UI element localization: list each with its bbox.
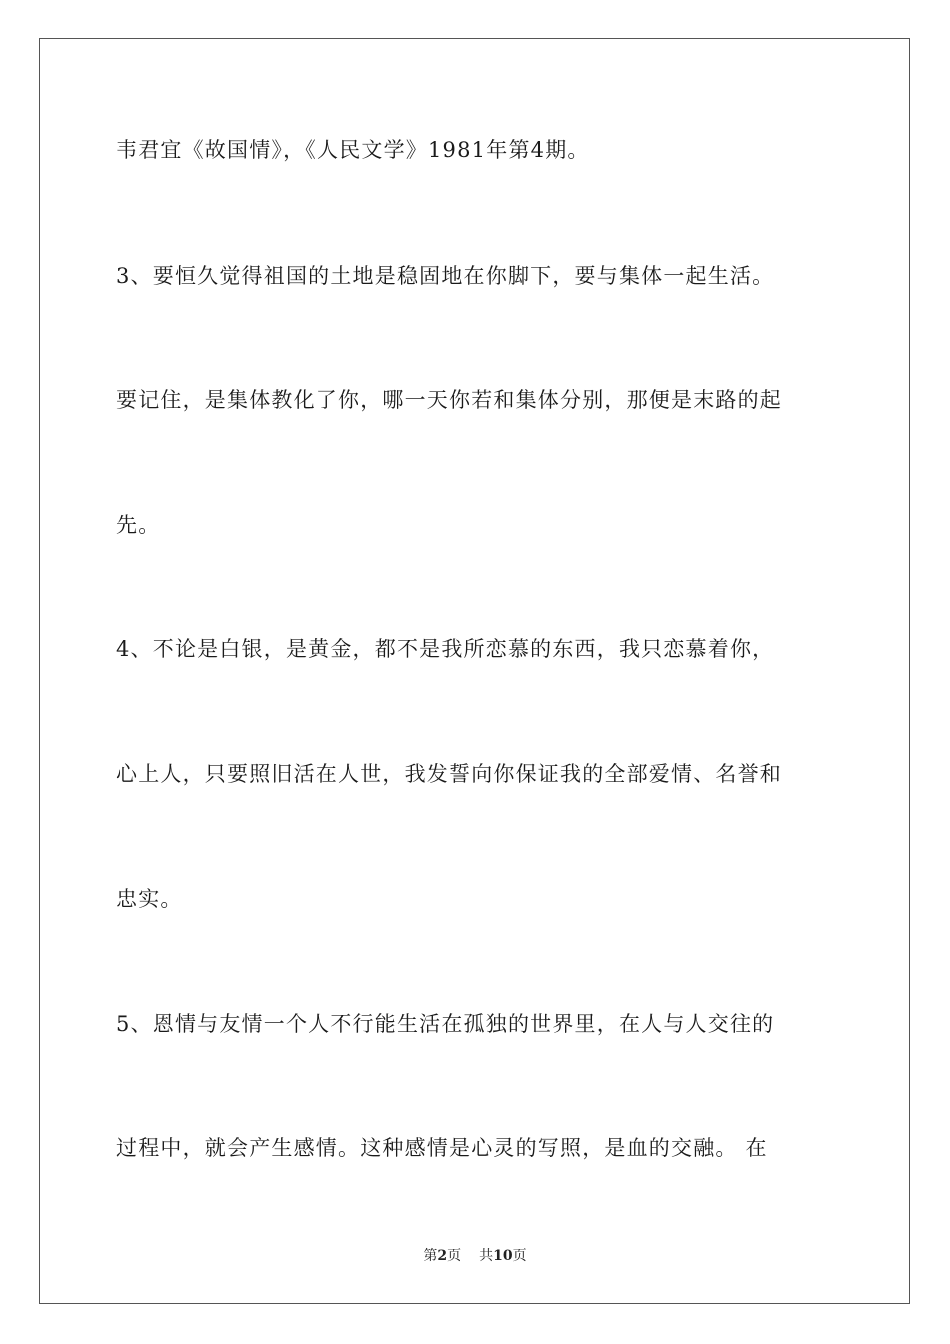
footer-current-page: 2 <box>437 1248 448 1264</box>
footer-total-prefix: 共 <box>479 1248 494 1264</box>
footer-page-word: 页 <box>447 1248 462 1264</box>
page-frame <box>39 38 910 1304</box>
text-line-3: 要记住，是集体教化了你，哪一天你若和集体分别，那便是末路的起 <box>116 388 782 412</box>
text-line-6: 心上人，只要照旧活在人世，我发誓向你保证我的全部爱情、名誉和 <box>116 762 782 786</box>
page-footer <box>0 1247 950 1265</box>
text-line-5: 4、不论是白银，是黄金，都不是我所恋慕的东西，我只恋慕着你， <box>116 637 775 661</box>
text-line-1: 韦君宜《故国情》，《人民文学》1981年第4期。 <box>116 138 590 162</box>
text-line-7: 忠实。 <box>116 887 183 911</box>
footer-total-suffix: 页 <box>512 1248 527 1264</box>
text-line-9: 过程中，就会产生感情。这种感情是心灵的写照，是血的交融。 在 <box>116 1136 768 1160</box>
footer-prefix: 第 <box>423 1248 438 1264</box>
footer-total-pages: 10 <box>493 1248 513 1264</box>
text-line-4: 先。 <box>116 513 161 537</box>
text-line-8: 5、恩情与友情一个人不行能生活在孤独的世界里，在人与人交往的 <box>116 1012 775 1036</box>
text-line-2: 3、要恒久觉得祖国的土地是稳固地在你脚下，要与集体一起生活。 <box>116 264 775 288</box>
